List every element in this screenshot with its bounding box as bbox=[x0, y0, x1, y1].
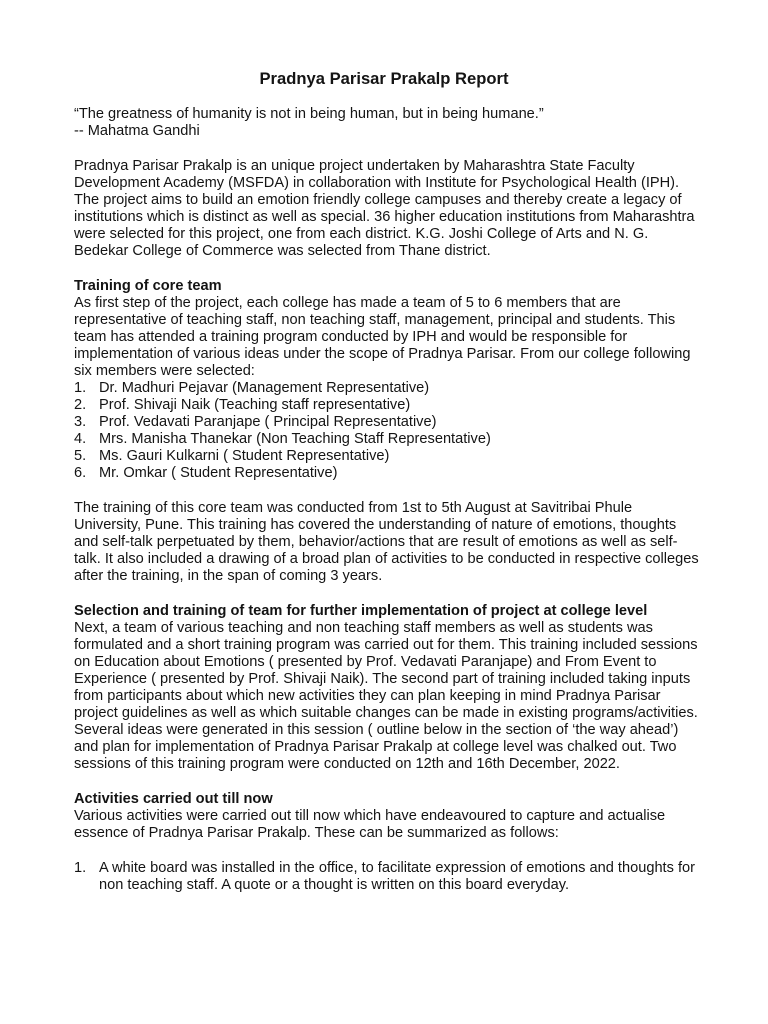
report-title: Pradnya Parisar Prakalp Report bbox=[259, 69, 509, 88]
list-item bbox=[74, 397, 700, 414]
list-item-text: Ms. Gauri Kulkarni ( Student Representative) bbox=[99, 448, 390, 464]
list-number: 4. bbox=[74, 431, 87, 447]
intro-paragraph: Pradnya Parisar Prakalp is an unique project undertaken by Maharashtra State Faculty Development Academy (MSFDA) in collaboration with Institute for Psychological Health (IPH). The project aims to build an emotion friendly college campuses and thereby create a legacy of institutions which is distinct as well as special. 36 higher education institutions from Maharashtra were selected for this project, one from each district. K.G. Joshi College of Arts and N. G. Bedekar College of Commerce was selected from Thane district. bbox=[74, 158, 695, 259]
list-item-text: Mr. Omkar ( Student Representative) bbox=[99, 465, 338, 481]
list-item bbox=[74, 431, 700, 448]
quote-author: -- Mahatma Gandhi bbox=[74, 123, 200, 139]
list-number: 6. bbox=[74, 465, 87, 481]
list-item bbox=[74, 860, 700, 894]
core-team-members-list bbox=[74, 380, 700, 482]
quote-text: “The greatness of humanity is not in being human, but in being humane.” bbox=[74, 106, 544, 122]
activities-list bbox=[74, 860, 700, 894]
list-number: 5. bbox=[74, 448, 87, 464]
list-item bbox=[74, 448, 700, 465]
section-heading-core-team: Training of core team bbox=[74, 278, 222, 294]
list-item-text: A white board was installed in the office, to facilitate expression of emotions and thoughts for non teaching staff. A quote or a thought is written on this board everyday. bbox=[99, 860, 695, 893]
report-body bbox=[74, 106, 700, 894]
list-item-text: Dr. Madhuri Pejavar (Management Representative) bbox=[99, 380, 430, 396]
core-team-paragraph: As first step of the project, each college has made a team of 5 to 6 members that are representative of teaching staff, non teaching staff, management, principal and students. This team has attended a training program conducted by IPH and would be responsible for implementation of various ideas under the scope of Pradnya Parisar. From our college following six members were selected: bbox=[74, 295, 691, 379]
list-number: 2. bbox=[74, 397, 87, 413]
core-team-training-paragraph: The training of this core team was conducted from 1st to 5th August at Savitribai Phule University, Pune. This training has covered the understanding of nature of emotions, thoughts and self-talk perpetuated by them, behavior/actions that are result of emotions as well as self-talk. It also included a drawing of a broad plan of activities to be conducted in respective colleges after the training, in the span of coming 3 years. bbox=[74, 500, 699, 584]
list-item-text: Prof. Shivaji Naik (Teaching staff representative) bbox=[99, 397, 411, 413]
activities-paragraph: Various activities were carried out till now which have endeavoured to capture and actualise essence of Pradnya Parisar Prakalp. These can be summarized as follows: bbox=[74, 808, 666, 841]
list-item bbox=[74, 414, 700, 431]
list-number: 1. bbox=[74, 380, 87, 396]
section-heading-selection: Selection and training of team for further implementation of project at college level bbox=[74, 603, 648, 619]
list-item-text: Mrs. Manisha Thanekar (Non Teaching Staff Representative) bbox=[99, 431, 491, 447]
list-item-text: Prof. Vedavati Paranjape ( Principal Representative) bbox=[99, 414, 437, 430]
list-item bbox=[74, 380, 700, 397]
list-number: 1. bbox=[74, 860, 87, 876]
list-number: 3. bbox=[74, 414, 87, 430]
section-heading-activities: Activities carried out till now bbox=[74, 791, 273, 807]
list-item bbox=[74, 465, 700, 482]
selection-paragraph: Next, a team of various teaching and non teaching staff members as well as students was formulated and a short training program was carried out for them. This training included sessions on Education about Emotions ( presented by Prof. Vedavati Paranjape) and From Event to Experience ( presented by Prof. Shivaji Naik). The second part of training included taking inputs from participants about which new activities they can plan keeping in mind Pradnya Parisar project guidelines as well as which suitable changes can be made in existing programs/activities. Several ideas were generated in this session ( outline below in the section of ‘the way ahead’) and plan for implementation of Pradnya Parisar Prakalp at college level was chalked out. Two sessions of this training program were conducted on 12th and 16th December, 2022. bbox=[74, 620, 698, 772]
